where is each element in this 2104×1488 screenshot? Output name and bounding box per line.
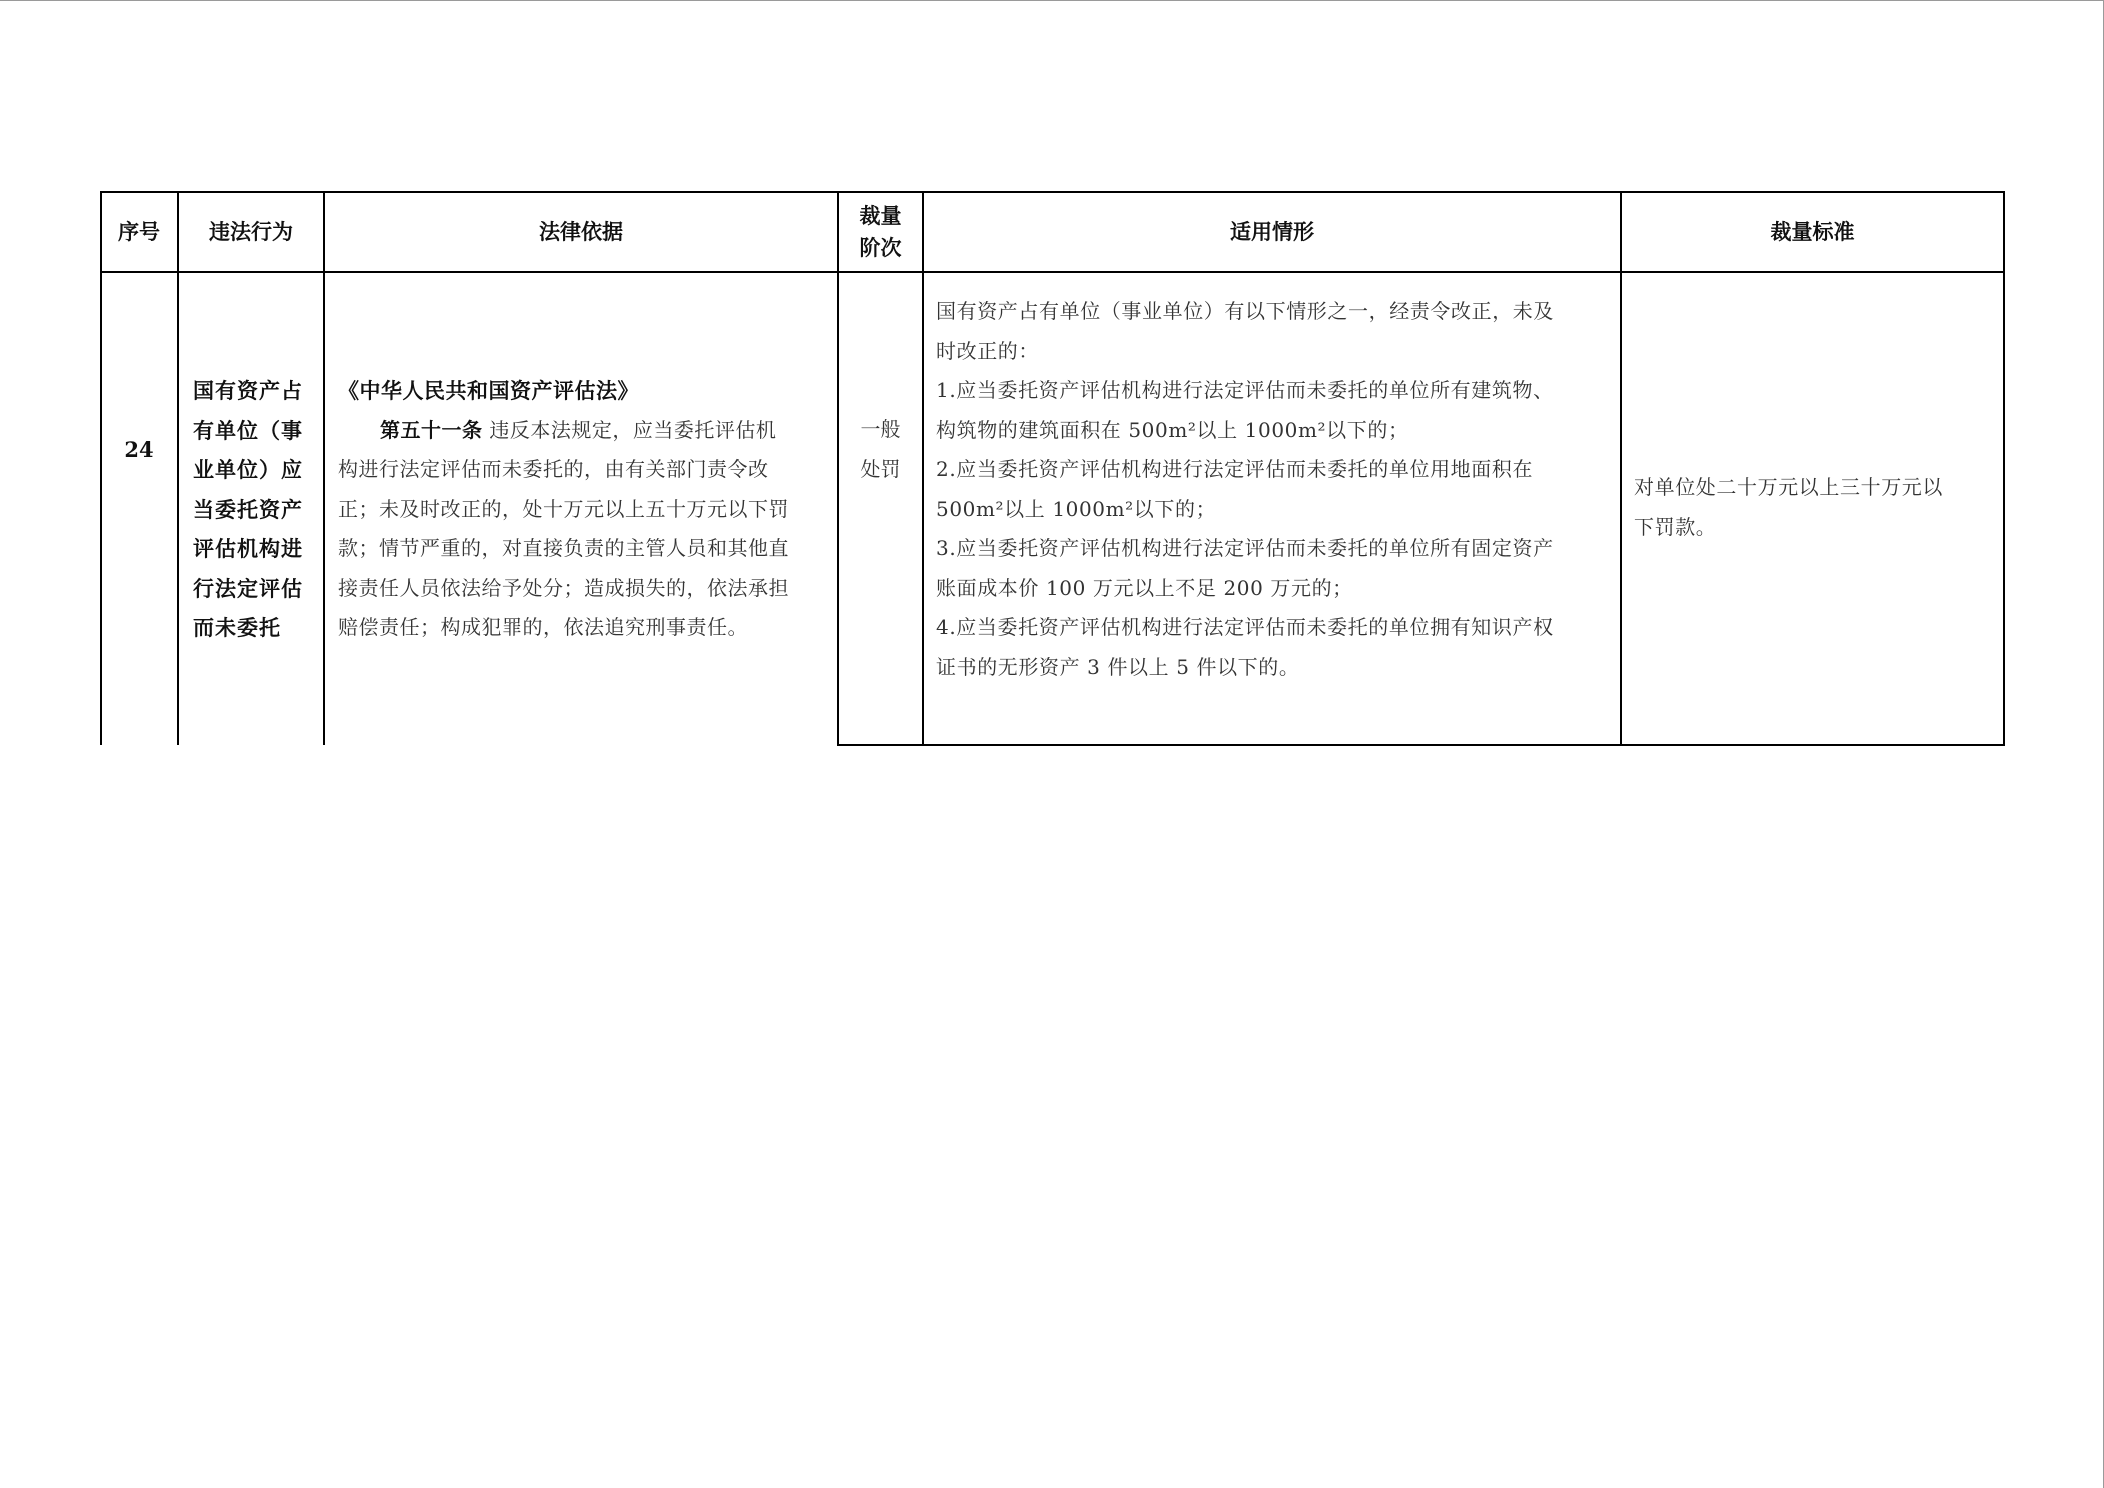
violation-line: 当委托资产 — [193, 496, 303, 522]
row-legal-basis — [338, 371, 833, 648]
header-seq-label: 序号 — [118, 218, 160, 244]
situation-line: 4.应当委托资产评估机构进行法定评估而未委托的单位拥有知识产权 — [936, 615, 1554, 639]
standard-line: 下罚款。 — [1634, 514, 1717, 539]
discretion-table — [100, 191, 2005, 745]
violation-line: 评估机构进 — [193, 536, 303, 561]
article-line: 构进行法定评估而未委托的，由有关部门责令改 — [338, 457, 769, 481]
article-line: 接责任人员依法给予处分；造成损失的，依法承担 — [338, 575, 789, 600]
situation-line: 构筑物的建筑面积在 500m²以上 1000m²以下的； — [936, 417, 1409, 442]
header-situation-label: 适用情形 — [1230, 218, 1314, 244]
situation-line: 500m²以上 1000m²以下的； — [936, 496, 1217, 521]
header-basis — [324, 191, 838, 272]
row-level — [838, 272, 923, 626]
level-line2: 处罚 — [860, 457, 901, 481]
situation-line: 1.应当委托资产评估机构进行法定评估而未委托的单位所有建筑物、 — [936, 378, 1554, 402]
col-rule-5 — [1620, 191, 1622, 745]
header-act — [178, 191, 324, 272]
page-top-edge — [0, 0, 2104, 1]
header-level-line1: 裁量 — [859, 202, 902, 228]
situation-line: 账面成本价 100 万元以上不足 200 万元的； — [936, 575, 1353, 600]
article-line: 赔偿责任；构成犯罪的，依法追究刑事责任。 — [338, 615, 748, 639]
article-number: 第五十一条 — [380, 417, 483, 442]
article-line: 款；情节严重的，对直接负责的主管人员和其他直 — [338, 536, 789, 560]
header-level — [838, 191, 923, 272]
header-seq — [100, 191, 178, 272]
law-title: 《中华人民共和国资产评估法》 — [338, 378, 639, 403]
row-standard — [1634, 468, 1999, 547]
article-first-text: 违反本法规定，应当委托评估机 — [482, 417, 777, 442]
header-standard-label: 裁量标准 — [1770, 218, 1855, 244]
violation-line: 国有资产占 — [193, 378, 303, 403]
situation-line: 3.应当委托资产评估机构进行法定评估而未委托的单位所有固定资产 — [936, 536, 1554, 560]
header-basis-label: 法律依据 — [539, 218, 623, 244]
col-rule-2 — [323, 191, 325, 745]
header-standard — [1621, 191, 2004, 272]
header-act-label: 违法行为 — [209, 218, 293, 244]
article-first-line — [338, 411, 833, 451]
situation-line: 2.应当委托资产评估机构进行法定评估而未委托的单位用地面积在 — [936, 457, 1534, 481]
row-seq-number: 24 — [124, 437, 154, 462]
col-rule-6 — [2003, 191, 2005, 745]
violation-line: 行法定评估 — [193, 575, 303, 601]
situation-line: 证书的无形资产 3 件以上 5 件以下的。 — [936, 654, 1300, 679]
row-violation — [193, 371, 319, 648]
row-seq — [100, 272, 178, 627]
level-line1: 一般 — [860, 417, 901, 441]
article-line: 正；未及时改正的，处十万元以上五十万元以下罚 — [338, 496, 789, 521]
violation-line: 而未委托 — [193, 615, 281, 640]
situation-line: 国有资产占有单位（事业单位）有以下情形之一，经责令改正，未及 — [936, 299, 1554, 323]
situation-line: 时改正的： — [936, 338, 1039, 363]
row-bottom-rule — [837, 744, 2005, 746]
header-situation — [923, 191, 1621, 272]
header-level-line2: 阶次 — [859, 234, 902, 260]
standard-line: 对单位处二十万元以上三十万元以 — [1634, 475, 1943, 499]
row-situation — [936, 292, 1616, 687]
violation-line: 业单位）应 — [193, 457, 303, 482]
violation-line: 有单位（事 — [193, 417, 303, 443]
